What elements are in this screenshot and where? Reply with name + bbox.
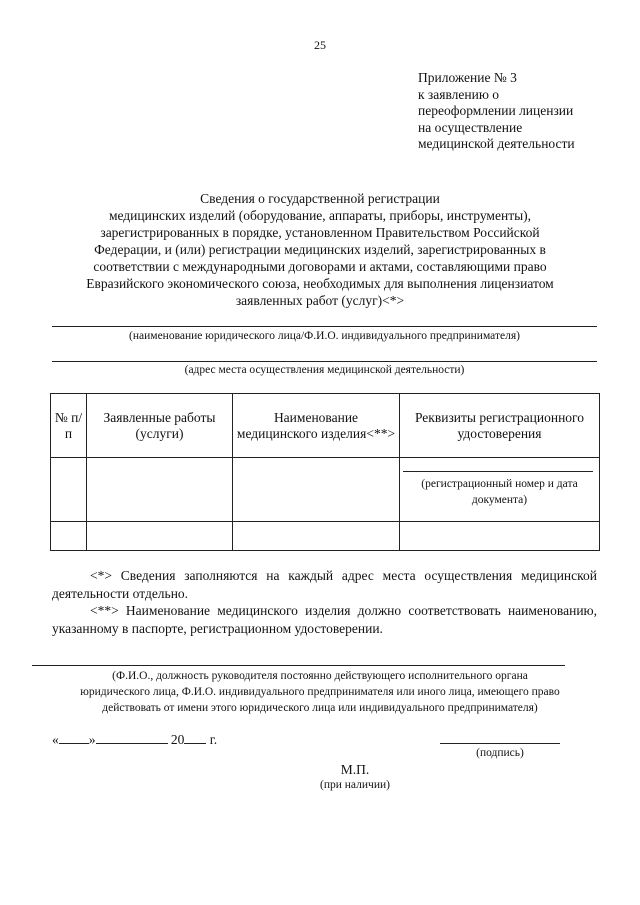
date-close-quote: » — [88, 732, 96, 747]
reg-caption: (регистрационный номер и дата документа) — [421, 478, 578, 506]
table-row — [51, 458, 600, 522]
title-line: соответствии с международными договорами и актами, составляющими право — [93, 259, 547, 274]
table-header-row — [51, 394, 600, 458]
signature-field-line[interactable] — [440, 743, 560, 744]
title-line: Евразийского экономического союза, необходимых для выполнения лицензиатом — [86, 276, 554, 291]
cell-works[interactable] — [87, 458, 233, 522]
cell-requisites[interactable] — [400, 458, 600, 522]
title-line: Федерации, и (или) регистрации медицинских изделий, зарегистрированных в — [94, 242, 546, 257]
footnotes — [52, 567, 597, 637]
year-prefix: 20 — [170, 732, 185, 747]
page-number: 25 — [314, 38, 326, 52]
devices-table — [50, 393, 600, 551]
title-line: зарегистрированных в порядке, установленном Правительством Российской — [100, 225, 540, 240]
appendix-line: медицинской деятельности — [418, 136, 575, 151]
date-open-quote: « — [52, 732, 59, 747]
appendix-heading — [418, 70, 575, 153]
reg-field-line[interactable] — [403, 471, 593, 472]
year-blank[interactable] — [184, 731, 206, 744]
reg-field — [400, 458, 599, 521]
cell-num[interactable] — [51, 522, 87, 551]
appendix-line: Приложение № 3 — [418, 70, 517, 85]
cell-works[interactable] — [87, 522, 233, 551]
stamp-caption: (при наличии) — [320, 779, 390, 791]
signatory-caption-line: (Ф.И.О., должность руководителя постоянно действующего исполнительного органа — [112, 670, 528, 682]
day-blank[interactable] — [59, 731, 89, 744]
cell-device[interactable] — [233, 458, 400, 522]
footnote-2: <**> Наименование медицинского изделия должно соответствовать наименованию, указанному в паспорте, регистрационном удостоверении. — [52, 603, 597, 636]
table-row — [51, 522, 600, 551]
signatory-caption-line: юридического лица, Ф.И.О. индивидуального предпринимателя или иного лица, имеющего право — [80, 686, 560, 698]
address-field-line[interactable] — [52, 361, 597, 362]
stamp-label: М.П. — [340, 762, 370, 777]
header-num: № п/п — [51, 394, 87, 458]
month-blank[interactable] — [96, 731, 168, 744]
signatory-caption-line: действовать от имени этого юридического лица или индивидуального предпринимателя) — [102, 702, 538, 714]
cell-requisites[interactable] — [400, 522, 600, 551]
signature-caption: (подпись) — [476, 747, 524, 759]
cell-num[interactable] — [51, 458, 87, 522]
document-title — [40, 190, 600, 309]
footnote-1: <*> Сведения заполняются на каждый адрес места осуществления медицинской деятельности отдельно. — [52, 568, 597, 601]
signatory-caption — [40, 668, 600, 716]
cell-device[interactable] — [233, 522, 400, 551]
title-line: медицинских изделий (оборудование, аппараты, приборы, инструменты), — [108, 208, 532, 223]
year-suffix: г. — [209, 732, 218, 747]
title-line: Сведения о государственной регистрации — [200, 191, 440, 206]
appendix-line: к заявлению о — [418, 86, 500, 102]
header-device: Наименование медицинского изделия<**> — [233, 394, 400, 458]
appendix-line: переоформлении лицензии — [418, 103, 574, 118]
title-line: заявленных работ (услуг)<*> — [235, 293, 405, 308]
org-name-field-line[interactable] — [52, 326, 597, 327]
header-requisites: Реквизиты регистрационного удостоверения — [400, 394, 600, 458]
address-caption: (адрес места осуществления медицинской деятельности) — [184, 364, 465, 376]
org-name-caption: (наименование юридического лица/Ф.И.О. индивидуального предпринимателя) — [129, 330, 520, 342]
date-field — [52, 731, 217, 748]
header-works: Заявленные работы (услуги) — [87, 394, 233, 458]
appendix-line: на осуществление — [418, 119, 523, 135]
signatory-field-line[interactable] — [32, 665, 565, 666]
